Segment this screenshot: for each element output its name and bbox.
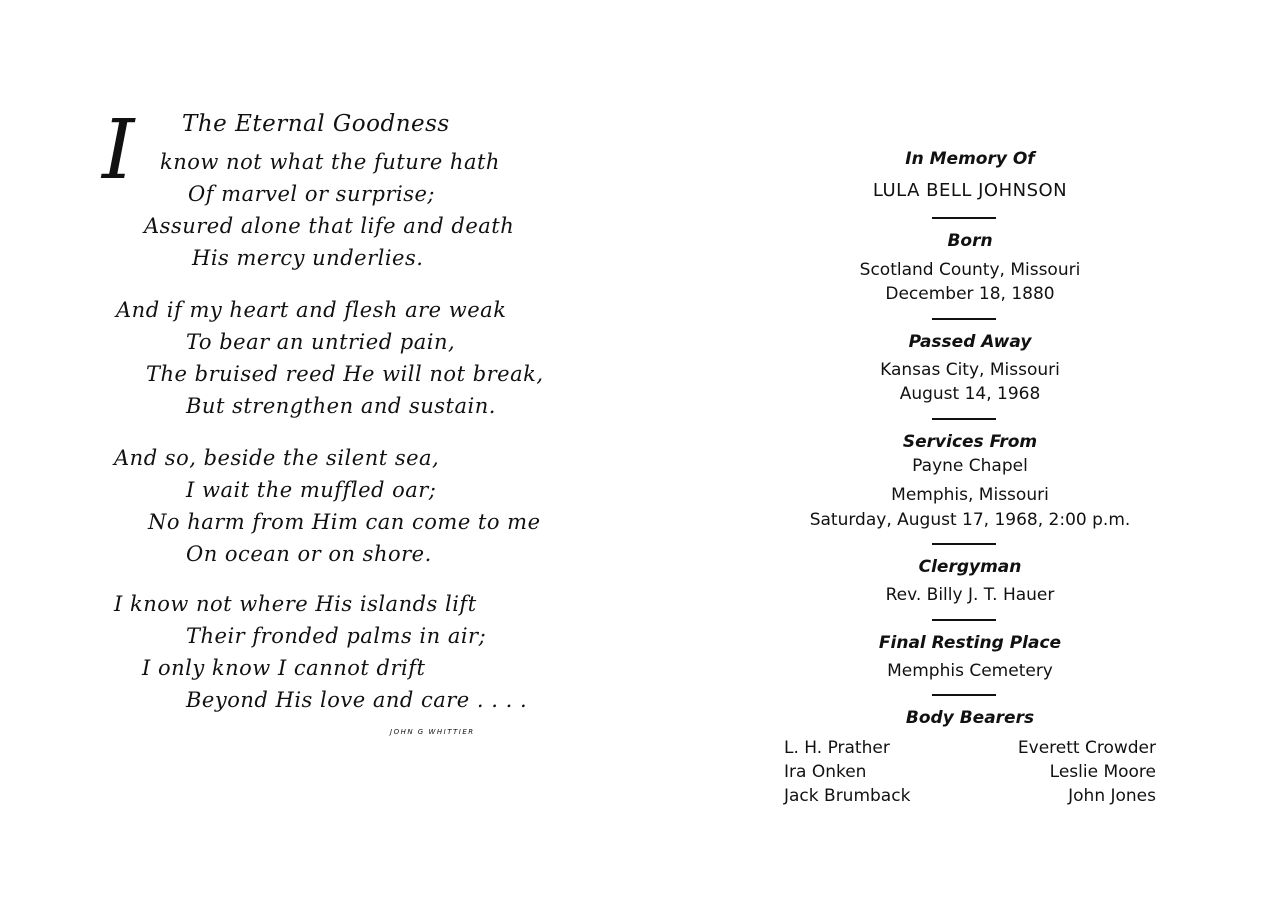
poem-line: No harm from Him can come to me xyxy=(148,510,541,534)
poem-line: To bear an untried pain, xyxy=(186,330,456,354)
body-bearers-label: Body Bearers xyxy=(905,708,1035,728)
divider xyxy=(932,543,996,545)
poem-line: I wait the muffled oar; xyxy=(186,478,437,502)
resting-place: Memphis Cemetery xyxy=(887,661,1053,681)
divider xyxy=(932,619,996,621)
bearer-name: L. H. Prather xyxy=(784,738,890,758)
poem-line: know not what the future hath xyxy=(160,150,500,174)
poem-line: Their fronded palms in air; xyxy=(186,624,487,648)
services-venue: Payne Chapel xyxy=(912,456,1028,476)
poem-drop-cap: I xyxy=(102,103,135,198)
divider xyxy=(932,418,996,420)
poem-title: The Eternal Goodness xyxy=(182,111,450,137)
bearer-name: Leslie Moore xyxy=(1049,762,1156,782)
poem-line: But strengthen and sustain. xyxy=(186,394,496,418)
memorial-heading: In Memory Of xyxy=(905,149,1035,169)
divider xyxy=(932,217,996,219)
services-label: Services From xyxy=(902,432,1038,452)
divider xyxy=(932,694,996,696)
deceased-name: LULA BELL JOHNSON xyxy=(872,180,1068,201)
poem-line: And if my heart and flesh are weak xyxy=(116,298,507,322)
clergyman-label: Clergyman xyxy=(918,557,1022,577)
resting-place-label: Final Resting Place xyxy=(878,633,1062,653)
bearers-column-left xyxy=(784,736,910,808)
services-place: Memphis, Missouri xyxy=(891,485,1049,505)
born-date: December 18, 1880 xyxy=(885,284,1055,304)
services-date: Saturday, August 17, 1968, 2:00 p.m. xyxy=(809,510,1131,530)
born-place: Scotland County, Missouri xyxy=(859,260,1081,280)
poem-line: On ocean or on shore. xyxy=(186,542,432,566)
bearer-name: Everett Crowder xyxy=(1017,738,1156,758)
poem-line: Assured alone that life and death xyxy=(144,214,515,238)
divider xyxy=(932,318,996,320)
passed-date: August 14, 1968 xyxy=(899,384,1041,404)
poem-line: I know not where His islands lift xyxy=(114,592,477,616)
bearer-name: Ira Onken xyxy=(784,762,867,782)
poem-line: And so, beside the silent sea, xyxy=(114,446,440,470)
poem-line: I only know I cannot drift xyxy=(142,656,426,680)
poem-line: Of marvel or surprise; xyxy=(188,182,435,206)
poem-line: The bruised reed He will not break, xyxy=(146,362,544,386)
clergyman-name: Rev. Billy J. T. Hauer xyxy=(885,585,1055,605)
passed-place: Kansas City, Missouri xyxy=(880,360,1060,380)
poem-line: His mercy underlies. xyxy=(192,246,424,270)
born-label: Born xyxy=(947,231,993,251)
bearers-column-right xyxy=(1018,736,1156,808)
poem-attribution: JOHN G WHITTIER xyxy=(390,728,475,736)
passed-label: Passed Away xyxy=(908,332,1032,352)
bearer-name: Jack Brumback xyxy=(784,786,911,806)
poem-line: Beyond His love and care . . . . xyxy=(186,688,528,712)
bearer-name: John Jones xyxy=(1068,786,1156,806)
